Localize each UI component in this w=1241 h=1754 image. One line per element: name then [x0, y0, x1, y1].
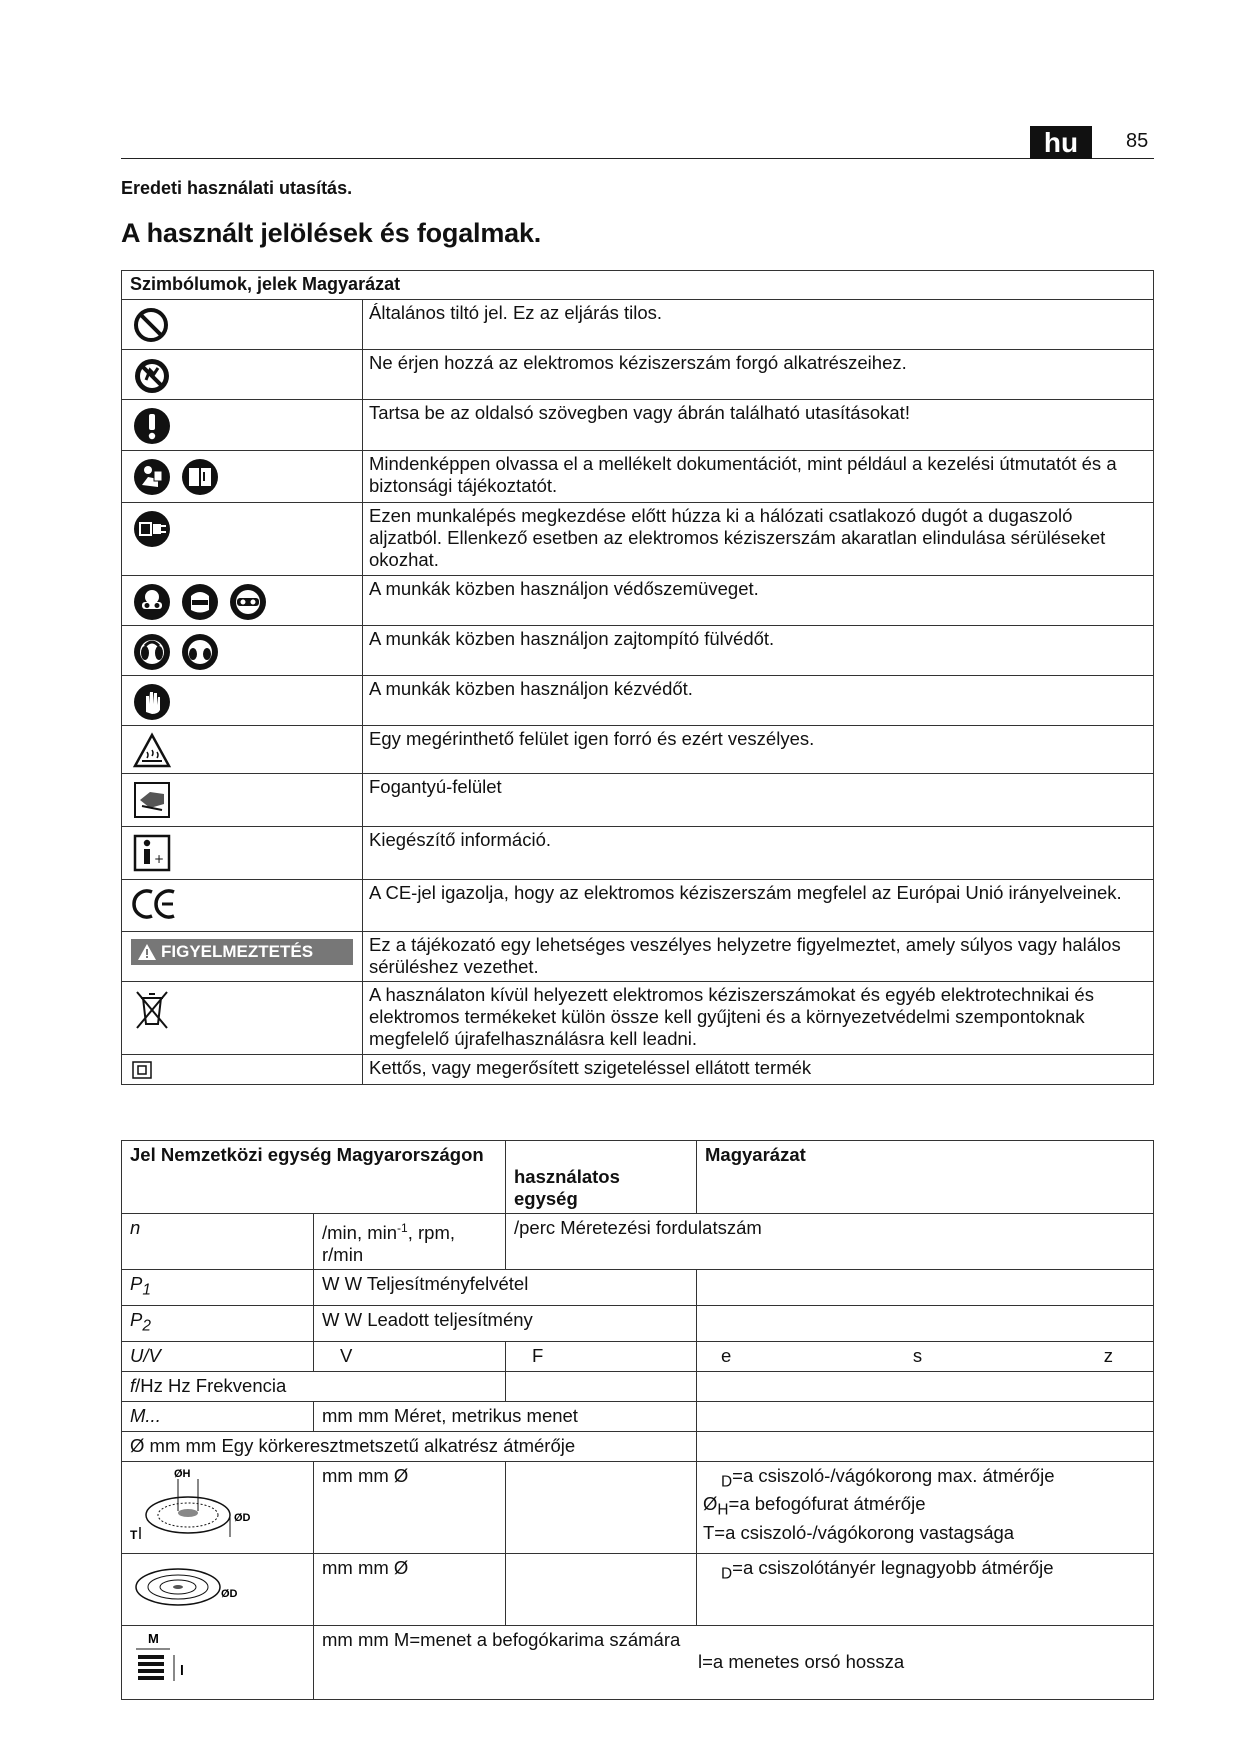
prohibition-icon — [132, 306, 170, 344]
table-row: A munkák közben használjon védőszemüveget. — [122, 576, 1154, 626]
disc-t-label: T — [130, 1527, 138, 1542]
svg-text:+: + — [154, 852, 165, 866]
table-row: Ø mm mm Egy körkeresztmetszetű alkatrész átmérője — [122, 1431, 1154, 1461]
units-table-header: Jel Nemzetközi egység Magyarországon használatos egység Magyarázat — [122, 1141, 1154, 1214]
do-not-touch-rotating-parts-icon — [132, 356, 172, 396]
face-shield-icon — [180, 582, 220, 622]
table-row: Tartsa be az oldalsó szövegben vagy ábrán található utasításokat! — [122, 400, 1154, 451]
document-subtitle: Eredeti használati utasítás. — [121, 178, 353, 198]
disc-oh-label: ØH — [174, 1467, 191, 1480]
table-row: $P_2$ W W Leadott teljesítmény — [122, 1305, 1154, 1341]
pad-od-label: ØD — [221, 1587, 238, 1600]
table-row: + Kiegészítő információ. — [122, 827, 1154, 880]
mandatory-exclamation-icon — [132, 406, 172, 446]
table-row: FIGYELMEZTETÉS Ez a tájékozató egy lehetséges veszélyes helyzetre figyelmeztet, amely súlyos vagy halálos sérüléshez vezethet. — [122, 932, 1154, 982]
weee-bin-icon — [132, 988, 172, 1032]
table-row: Mindenképpen olvassa el a mellékelt dokumentációt, mint például a kezelési útmutatót és a biztonsági tájékoztatót. — [122, 451, 1154, 503]
disc-od-label: ØD — [234, 1511, 251, 1524]
read-manual-icon — [132, 457, 172, 497]
cutting-disc-diagram — [126, 1465, 256, 1545]
table-row: f/Hz Hz Frekvencia — [122, 1371, 1154, 1401]
spindle-thread-diagram — [126, 1629, 196, 1691]
table-row: ØD mm mm Ø $_D$=a csiszolótányér legnagyobb átmérője — [122, 1553, 1154, 1625]
grip-surface-icon — [132, 780, 172, 820]
warning-label-icon: FIGYELMEZTETÉS — [131, 939, 353, 965]
ear-protection-icon — [132, 632, 172, 672]
info-icon — [132, 833, 172, 873]
units-table — [121, 1140, 1154, 1700]
table-row: U/V V F e s z — [122, 1341, 1154, 1371]
header-rule — [121, 158, 1154, 159]
table-row: n /min, $\min^{-1}$, rpm, r/min /perc Méretezési fordulatszám — [122, 1214, 1154, 1270]
unplug-icon — [132, 509, 172, 549]
table-row: Ezen munkalépés megkezdése előtt húzza ki a hálózati csatlakozó dugót a dugaszoló aljzatból. Ellenkező esetben az elektromos kéziszerszám akaratlan elindulása sérüléseket okozhat. — [122, 503, 1154, 576]
goggles-icon — [228, 582, 268, 622]
table-row: $P_1$ W W Teljesítményfelvétel — [122, 1270, 1154, 1306]
hot-surface-icon — [132, 732, 172, 770]
table-row: Ne érjen hozzá az elektromos kéziszerszám forgó alkatrészeihez. — [122, 350, 1154, 400]
ear-muffs-icon — [180, 632, 220, 672]
language-tab: hu — [1030, 126, 1092, 159]
hand-protection-icon — [132, 682, 172, 722]
symbols-table-header: Szimbólumok, jelek Magyarázat — [122, 271, 1154, 300]
table-row: Általános tiltó jel. Ez az eljárás tilos. — [122, 300, 1154, 350]
table-row: A CE-jel igazolja, hogy az elektromos kéziszerszám megfelel az Európai Unió irányelveinek. — [122, 880, 1154, 932]
table-row: ØH ØD T mm mm Ø $_D$=a csiszoló-/vágókorong max. átmérője $Ø_H=a$ befogófurat átmérője T=a csiszoló-/vágókorong vastagsága — [122, 1461, 1154, 1553]
section-title: A használt jelölések és fogalmak. — [121, 218, 542, 248]
eye-protection-icon — [132, 582, 172, 622]
double-insulation-icon — [132, 1061, 152, 1079]
warning-triangle-icon — [137, 943, 157, 961]
backing-pad-diagram — [126, 1557, 246, 1617]
table-row: Egy megérinthető felület igen forró és ezért veszélyes. — [122, 726, 1154, 774]
table-row: Kettős, vagy megerősített szigeteléssel ellátott termék — [122, 1055, 1154, 1085]
table-row: A munkák közben használjon zajtompító fülvédőt. — [122, 626, 1154, 676]
manual-book-icon — [180, 457, 220, 497]
ce-mark-icon — [132, 886, 180, 922]
table-row: A használaton kívül helyezett elektromos kéziszerszámokat és egyéb elektrotechnikai és elektromos termékeket külön össze kell gyűjteni és a környezetvédelmi szempontoknak megfelelő újrafelhasználásra kell leadni. — [122, 982, 1154, 1055]
table-row: A munkák közben használjon kézvédőt. — [122, 676, 1154, 726]
symbols-table — [121, 270, 1154, 1085]
table-row: M... mm mm Méret, metrikus menet — [122, 1401, 1154, 1431]
table-row: Fogantyú-felület — [122, 774, 1154, 827]
page-number: 85 — [1126, 130, 1149, 152]
spindle-l-label: l — [180, 1661, 184, 1678]
table-row: M l mm mm M=menet a befogókarima számára l=a menetes orsó hossza — [122, 1625, 1154, 1699]
spindle-m-label: M — [148, 1630, 159, 1646]
